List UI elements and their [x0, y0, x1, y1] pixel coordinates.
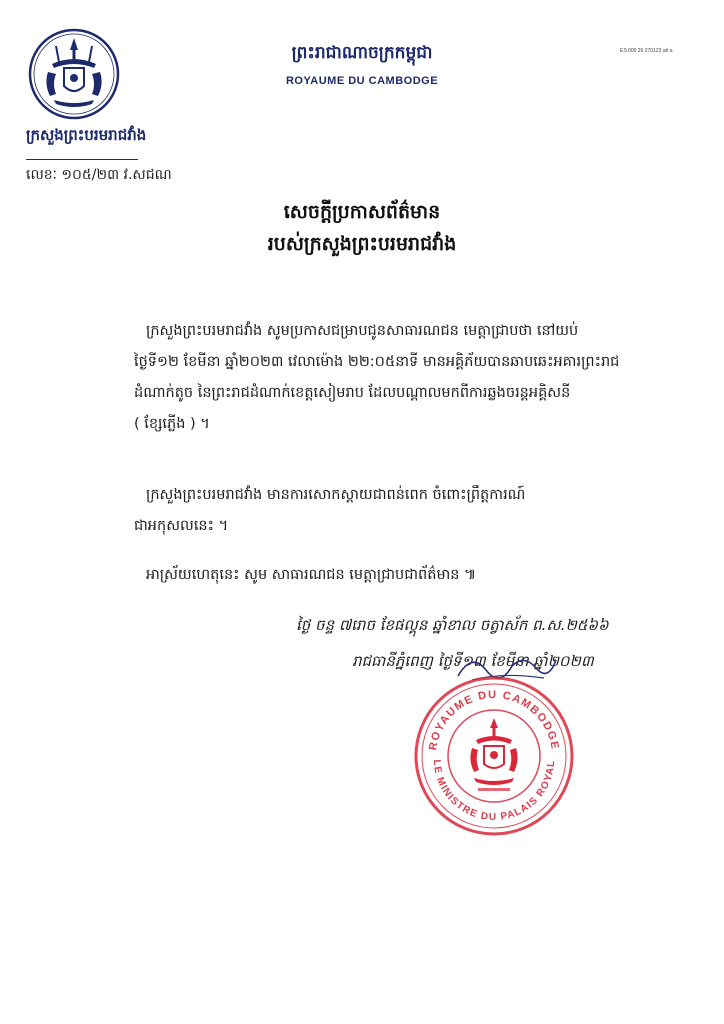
kingdom-title-khmer: ព្រះរាជាណាចក្រកម្ពុជា	[291, 43, 433, 63]
paragraph-line: ដំណាក់តូច នៃព្រះរាជដំណាក់ខេត្តសៀមរាប ដែលបណ្តាលមកពីការឆ្លងចរន្តអគ្គិសនី	[134, 385, 571, 401]
paragraph-line: ថ្ងៃទី១២ ខែមីនា ឆ្នាំ២០២៣ វេលាម៉ោង ២២:០៥នាទី មានអគ្គិភ័យបានឆាបឆេះអគារព្រះរាជ	[134, 354, 620, 370]
paragraph-line: អាស្រ័យហេតុនេះ សូម សាធារណជន មេត្តាជ្រាបជាព័ត៌មាន ៕	[146, 567, 477, 583]
paragraph-line: ( ខ្សែភ្លើង ) ។	[134, 416, 210, 432]
ministry-underline	[26, 159, 138, 160]
paragraph-line: ក្រសួងព្រះបរមរាជវាំង មានការសោកស្តាយជាពន់ពេក ចំពោះព្រឹត្តការណ៍	[146, 487, 526, 503]
lunar-date: ថ្ងៃ ចន្ទ ៧រោច ខែផល្គុន ឆ្នាំខាល ចត្វាស័ក ព.ស.២៥៦៦	[296, 616, 609, 634]
paragraph-line: ក្រសួងព្រះបរមរាជវាំង សូមប្រកាសជម្រាបជូនសាធារណជន មេត្តាជ្រាបថា នៅយប់	[146, 323, 579, 339]
announcement-title: សេចក្តីប្រកាសព័ត៌មាន	[283, 201, 441, 223]
paragraph-line: ជាអកុសលនេះ ។	[134, 518, 229, 534]
kingdom-title-french: ROYAUME DU CAMBODGE	[285, 75, 439, 87]
official-seal	[412, 674, 576, 838]
paragraph-2	[134, 480, 674, 542]
svg-text:ROYAUME DU CAMBODGE: ROYAUME DU CAMBODGE	[427, 688, 561, 752]
reference-number: លេខៈ ១០៥/២៣ វ.សជណ	[26, 167, 172, 183]
document-code: ES 000 26 270123 ab a	[620, 48, 673, 54]
royal-emblem-logo	[26, 24, 122, 124]
paragraph-3	[134, 560, 674, 591]
ministry-name: ក្រសួងព្រះបរមរាជវាំង	[26, 126, 147, 144]
svg-text:LE MINISTRE DU PALAIS ROYAL: LE MINISTRE DU PALAIS ROYAL	[430, 759, 558, 824]
announcement-subtitle: របស់ក្រសួងព្រះបរមរាជវាំង	[267, 233, 457, 255]
paragraph-1	[134, 316, 674, 440]
solar-date: រាជធានីភ្នំពេញ ថ្ងៃទី១៣ ខែមីនា ឆ្នាំ២០២៣	[352, 652, 594, 670]
